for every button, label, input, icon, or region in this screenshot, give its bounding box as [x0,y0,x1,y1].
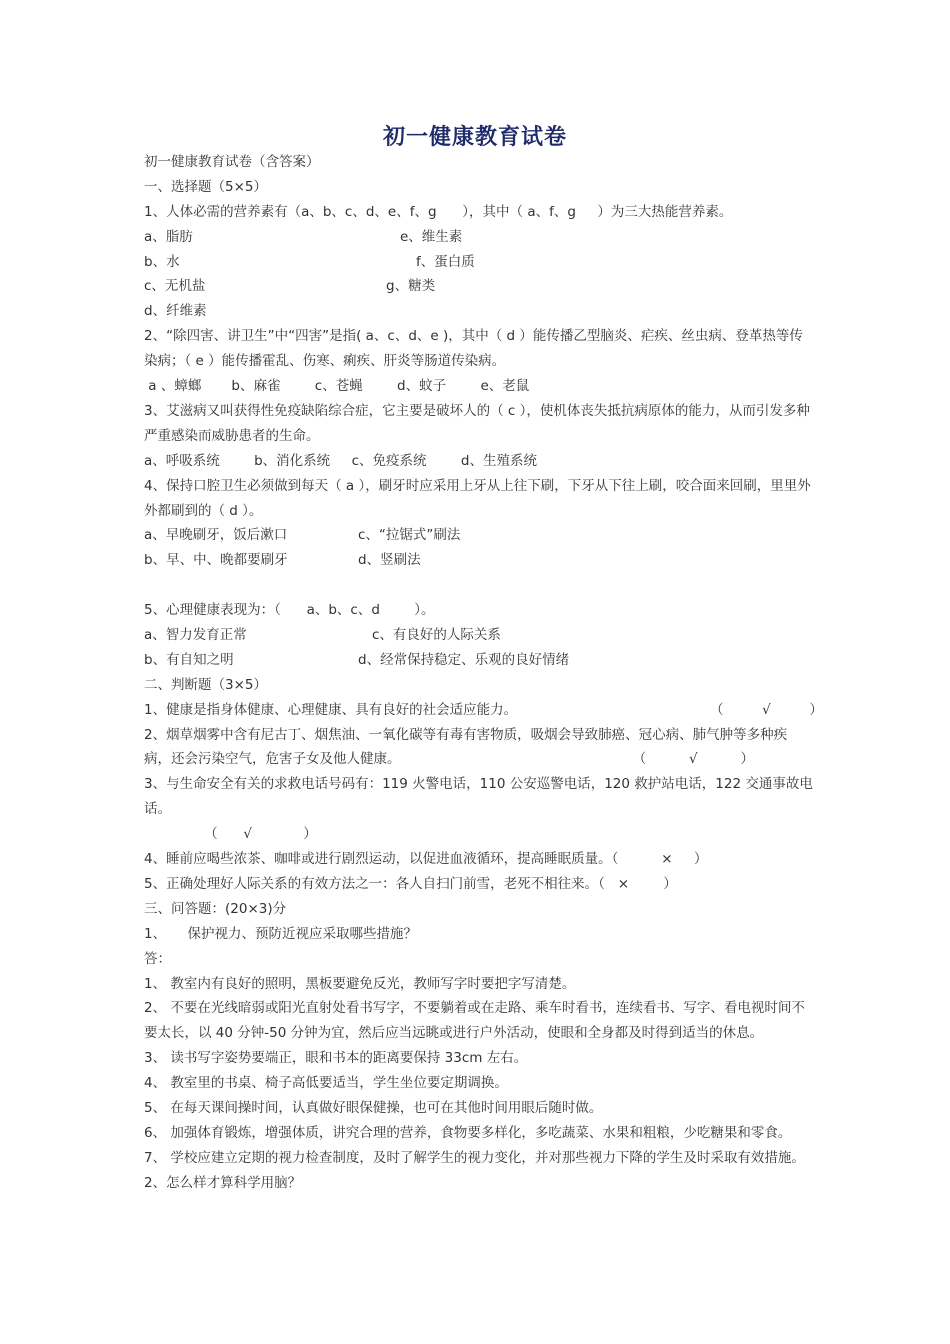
option-e: e、维生素 [400,228,463,245]
question-3-stem: 3、艾滋病又叫获得性免疫缺陷综合症，它主要是破坏人的（ c ），使机体丧失抵抗病原体的能力，从而引发多种严重感染而威胁患者的生命。 [144,402,810,444]
question-5-stem: 5、心理健康表现为：（ a、b、c、d ）。 [144,602,435,619]
option-b: b、有自知之明 [144,651,234,668]
document-body [144,150,823,1196]
judgment-2-text: 2、烟草烟雾中含有尼古丁、烟焦油、一氧化碳等有毒有害物质，吸烟会导致肺癌、冠心病、肺气肿等多种疾病，还会污染空气，危害子女及他人健康。 [144,726,788,768]
answer-item: 1、 教室内有良好的照明，黑板要避免反光，教师写字时要把字写清楚。 [144,975,576,992]
option-d: d、纤维素 [144,303,207,320]
answer-item: 7、 学校应建立定期的视力检查制度，及时了解学生的视力变化，并对那些视力下降的学生及时采取有效措施。 [144,1149,805,1166]
option-c: c、有良好的人际关系 [372,627,501,644]
option-a: a、早晚刷牙，饭后漱口 [144,527,288,544]
subtitle: 初一健康教育试卷（含答案） [144,154,320,170]
question-5-options-row [144,648,814,673]
judgment-2-answer: （ √ ） [632,751,754,768]
option-g: g、糖类 [386,278,436,295]
essay-question-1: 1、 保护视力、预防近视应采取哪些措施？ [144,925,418,942]
question-2-stem: 2、“除四害、讲卫生”中“四害”是指( a、c、d、e )，其中（ d ）能传播乙型脑炎、疟疾、丝虫病、登革热等传染病；（ e ）能传播霍乱、伤寒、痢疾、肝炎等肠道传染病。 [144,328,803,370]
judgment-1 [144,698,823,723]
judgment-5: 5、正确处理好人际关系的有效方法之一：各人自扫门前雪，老死不相往来。（ × ） [144,875,677,892]
essay-question-2: 2、怎么样才算科学用脑？ [144,1174,302,1191]
question-1-options-row [144,299,814,324]
option-c: c、无机盐 [144,278,206,295]
page-title: 初一健康教育试卷 [382,125,567,150]
question-3-options: a、呼吸系统 b、消化系统 c、免疫系统 d、生殖系统 [144,452,537,469]
answer-item: 2、 不要在光线暗弱或阳光直射处看书写字，不要躺着或在走路、乘车时看书，连续看书、写字、看电视时间不要太长，以 40 分钟-50 分钟为宜，然后应当远眺或进行户外活动，使眼和全身都及时得到适当的休息。 [144,1000,805,1042]
judgment-2 [144,723,814,773]
question-5-options-row [144,623,814,648]
question-1-options-row [144,250,814,275]
question-2-options: a 、蟑螂 b、麻雀 c、苍蝇 d、蚊子 e、老鼠 [144,378,530,395]
judgment-4: 4、睡前应喝些浓茶、咖啡或进行剧烈运动，以促进血液循环，提高睡眠质量。（ × ） [144,851,708,868]
question-4-stem: 4、保持口腔卫生必须做到每天（ a ），刷牙时应采用上牙从上往下刷，下牙从下往上刷，咬合面来回刷，里里外外都刷到的（ d ）。 [144,477,811,519]
answer-item: 3、 读书写字姿势要端正，眼和书本的距离要保持 33cm 左右。 [144,1050,528,1067]
answer-item: 6、 加强体育锻炼，增强体质，讲究合理的营养，食物要多样化，多吃蔬菜、水果和粗粮，少吃糖果和零食。 [144,1124,792,1141]
answer-item: 5、 在每天课间操时间，认真做好眼保健操，也可在其他时间用眼后随时做。 [144,1100,603,1117]
judgment-3-text: 3、与生命安全有关的求救电话号码有：119 火警电话，110 公安巡警电话，120 救护站电话，122 交通事故电话。 [144,776,813,818]
option-f: f、蛋白质 [416,253,475,270]
judgment-1-text: 1、健康是指身体健康、心理健康、具有良好的社会适应能力。 [144,701,518,718]
spacer [144,573,814,598]
answer-label: 答： [144,950,171,967]
judgment-3-answer: （ √ ） [144,826,317,843]
question-1-options-row [144,225,814,250]
option-b: b、水 [144,253,180,270]
question-4-options-row [144,523,814,548]
option-b: b、早、中、晚都要刷牙 [144,552,288,569]
option-d: d、经常保持稳定、乐观的良好情绪 [358,651,570,668]
option-a: a、智力发育正常 [144,627,247,644]
option-c: c、“拉锯式”刷法 [358,527,461,544]
answer-item: 4、 教室里的书桌、椅子高低要适当，学生坐位要定期调换。 [144,1075,508,1092]
option-d: d、竖刷法 [358,552,421,569]
section-2-heading: 二、判断题（3×5） [144,676,267,693]
section-1-heading: 一、选择题（5×5） [144,178,267,195]
question-1-stem: 1、人体必需的营养素有（a、b、c、d、e、f、g ），其中（ a、f、g ）为三大热能营养素。 [144,203,733,220]
judgment-1-answer: （ √ ） [710,701,823,718]
question-4-options-row [144,548,814,573]
option-a: a、脂肪 [144,228,193,245]
question-1-options-row [144,274,814,299]
section-3-heading: 三、问答题：(20×3)分 [144,900,287,917]
